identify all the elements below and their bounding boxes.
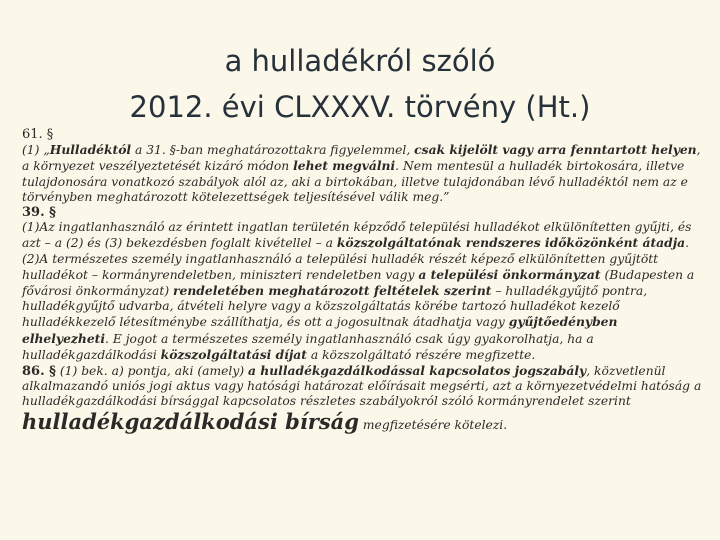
- section-86-label: 86. §: [22, 364, 56, 380]
- title-line-1: a hulladékról szóló: [224, 44, 496, 78]
- title-line-2: 2012. évi CLXXXV. törvény (Ht.): [129, 90, 591, 124]
- section-39-paragraph-2: (2)A természetes személy ingatlanhasználó a települési hulladék részét képező elkülönítetten gyűjtött hulladékot – kormányrendeletben, miniszteri rendeletben vagy a települési önkormányzat (Budapesten a fővárosi önkormányzat) rendeletében meghatározott feltételek szerint – hulladékgyűjtő pontra, hulladékgyűjtő udvarba, átvételi helyre vagy a közszolgáltatás körébe tartozó hulladékot kezelő hulladékkezelő létesítménybe szállíthatja, és ott a jogosultnak átadhatja vagy gyűjtőedényben elhelyezheti. E jogot a természetes személy ingatlanhasználó csak úgy gyakorolhatja, ha a hulladékgazdálkodási közszolgáltatási díjat a közszolgáltató részére megfizette.: [22, 251, 695, 362]
- section-61-label: 61. §: [22, 127, 54, 142]
- slide-body: [22, 127, 702, 434]
- section-39-paragraph-1: (1)Az ingatlanhasználó az érintett ingatlan területén képződő települési hulladékot elkülönítetten gyűjti, és azt – a (2) és (3) bekezdésben foglalt kivétellel – a közszolgáltatónak rendszeres időközönként átadja.: [22, 220, 692, 251]
- section-39-label: 39. §: [22, 205, 56, 221]
- slide-title: [40, 38, 680, 130]
- fine-term: hulladékgazdálkodási bírság: [22, 408, 359, 434]
- section-86-paragraph: 86. § (1) bek. a) pontja, aki (amely) a hulladékgazdálkodással kapcsolatos jogszabály, közvetlenül alkalmazandó uniós jogi aktus vagy hatósági határozat előírásait megsérti, azt a környezetvédelmi hatóság a hulladékgazdálkodási bírsággal kapcsolatos részletes szabályokról szóló kormányrendelet szerint hulladékgazdálkodási bírság megfizetésére kötelezi.: [22, 363, 702, 434]
- section-61-paragraph-1: (1) „Hulladéktól a 31. §-ban meghatározottakra figyelemmel, csak kijelölt vagy arra fenntartott helyen, a környezet veszélyeztetését kizáró módon lehet megválni. Nem mentesül a hulladék birtokosára, illetve tulajdonosára vonatkozó szabályok alól az, aki a birtokában, illetve tulajdonában lévő hulladéktól nem az e törvényben meghatározott kötelezettségek teljesítésével válik meg.”: [22, 142, 701, 204]
